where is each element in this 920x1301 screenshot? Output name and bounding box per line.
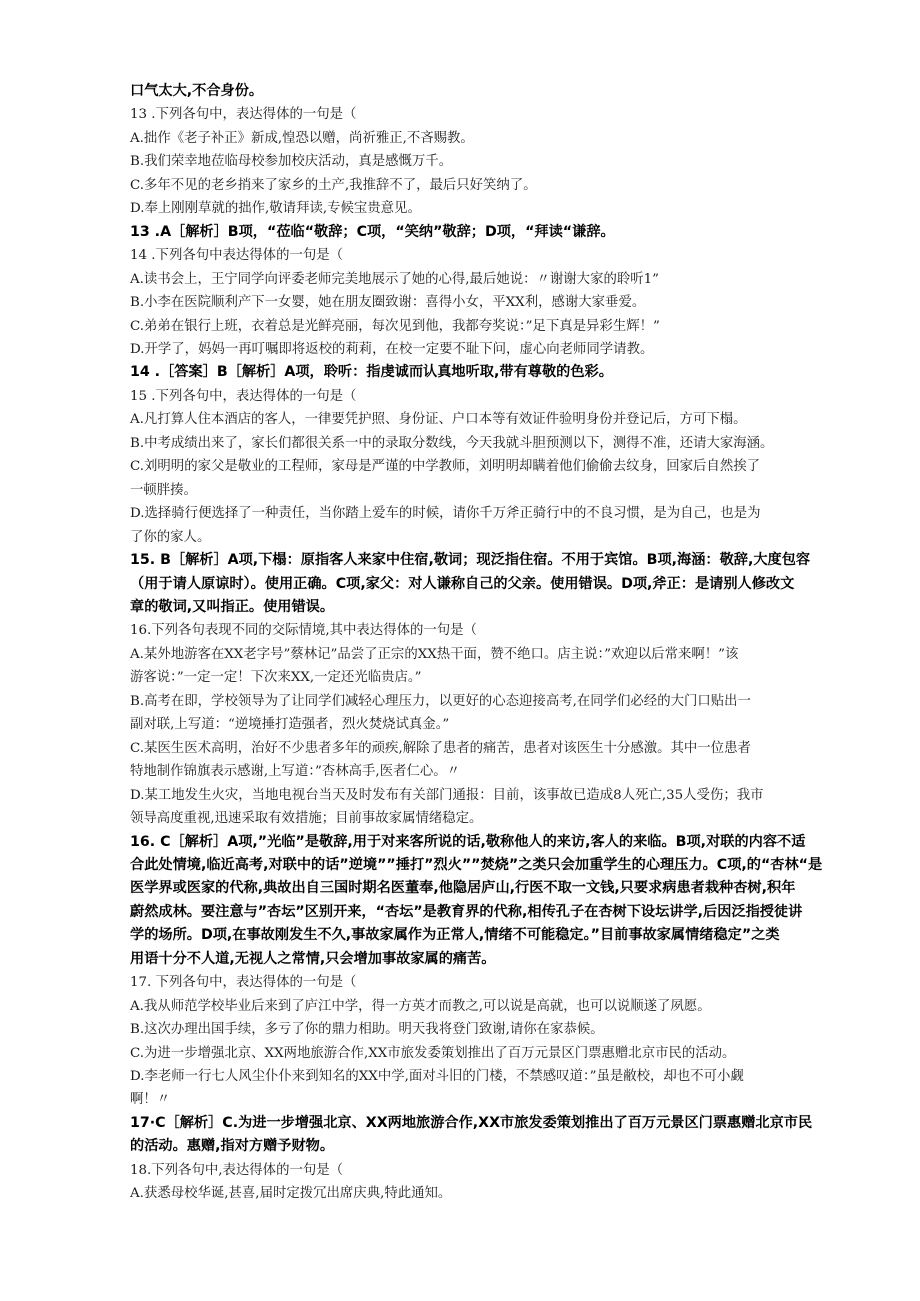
text-line: A.读书会上，王宁同学向评委老师完美地展示了她的心得,最后她说：〃谢谢大家的聆听1” <box>130 271 659 287</box>
text-line: 16.下列各句表现不同的交际情境,其中表达得体的一句是（ <box>130 623 477 639</box>
answer-explanation-line: 15. B［解析］A项,下榻：原指客人来家中住宿,敬词；现泛指住宿。不用于宾馆。B项,海涵：敬辞,大度包容 <box>130 552 811 569</box>
answer-explanation-line: 章的敬词,又叫指正。使用错误。 <box>130 598 335 615</box>
answer-explanation-line: 14 .［答案］B［解析］A项，聆听：指虔诚而认真地听取,带有尊敬的色彩。 <box>130 364 613 381</box>
document-page <box>130 80 860 1206</box>
text-line: D.开学了，妈妈一再叮嘱即将返校的莉莉，在校一定要不耻下问，虚心向老师同学请教。 <box>130 341 654 357</box>
text-line: C.某医生医术高明，治好不少患者多年的顽疾,解除了患者的痛苦，患者对该医生十分感激。其中一位患者 <box>130 740 751 756</box>
text-line: 副对联,上写道：“逆境捶打造强者，烈火焚烧试真金。” <box>130 717 450 733</box>
text-line: 特地制作锦旗表示感谢,上写道：”杏林高手,医者仁心。〃 <box>130 764 461 780</box>
text-line: 17. 下列各句中，表达得体的一句是（ <box>130 975 357 991</box>
text-line: B.高考在即，学校领导为了让同学们减轻心理压力，以更好的心态迎接高考,在同学们必经的大门口贴出一 <box>130 693 751 709</box>
text-line: C.多年不见的老乡捎来了家乡的土产,我推辞不了，最后只好笑纳了。 <box>130 177 537 193</box>
text-line: C.刘明明的家父是敬业的工程师，家母是严谨的中学教师，刘明明却瞒着他们偷偷去纹身，回家后自然挨了 <box>130 459 760 475</box>
answer-explanation-line: 口气太大,不合身份。 <box>130 83 264 99</box>
text-line: A.拙作《老子补正》新成,惶恐以赠，尚祈雅正,不吝赐教。 <box>130 130 474 146</box>
answer-explanation-line: 蔚然成林。要注意与”杏坛”区别开来，“杏坛”是教育界的代称,相传孔子在杏树下设坛讲学,后因泛指授徒讲 <box>130 903 803 920</box>
text-line: 了你的家人。 <box>130 529 211 545</box>
answer-explanation-line: 合此处情境,临近高考,对联中的话”逆境””捶打”烈火””焚烧”之类只会加重学生的心理压力。C项,的“杏林“是 <box>130 856 823 873</box>
text-line: A.某外地游客在XX老字号”蔡林记”品尝了正宗的XX热干面，赞不绝口。店主说：”欢迎以后常来啊！”该 <box>130 646 739 662</box>
answer-explanation-line: （用于请人原谅时）。使用正确。C项,家父：对人谦称自己的父亲。使用错误。D项,斧正：是请别人修改文 <box>130 575 795 592</box>
text-line: B.我们荣幸地莅临母校参加校庆活动，真是感慨万千。 <box>130 154 453 170</box>
text-line: A.获悉母校华诞,甚喜,届时定拨冗出席庆典,特此通知。 <box>130 1186 452 1202</box>
text-line: 一顿胖揍。 <box>130 482 197 498</box>
text-line: D.奉上刚刚草就的拙作,敬请拜读,专候宝贵意见。 <box>130 201 421 217</box>
text-line: A.凡打算人住本酒店的客人，一律要凭护照、身份证、户口本等有效证件验明身份并登记后，方可下榻。 <box>130 412 747 428</box>
text-line: B.中考成绩出来了，家长们都很关系一中的录取分数线，今天我就斗胆预测以下，测得不准，还请大家海涵。 <box>130 435 774 451</box>
text-line: D.李老师一行七人风尘仆仆来到知名的XX中学,面对斗旧的门楼，不禁感叹道：”虽是敝校，却也不可小觑 <box>130 1069 744 1085</box>
text-line: C.弟弟在银行上班，衣着总是光鲜亮丽，每次见到他，我都夸奖说：”足下真是异彩生辉！” <box>130 318 660 334</box>
answer-explanation-line: 17·C［解析］C.为进一步增强北京、XX两地旅游合作,XX市旅发委策划推出了百万元景区门票惠赠北京市民 <box>130 1114 813 1131</box>
text-line: A.我从师范学校毕业后来到了庐江中学，得一方英才而教之,可以说是高就，也可以说顺遂了夙愿。 <box>130 998 711 1014</box>
answer-explanation-line: 用语十分不人道,无视人之常情,只会增加事故家属的痛苦。 <box>130 950 496 967</box>
text-line: 13 .下列各句中，表达得体的一句是（ <box>130 107 357 123</box>
text-line: 14 .下列各句中表达得体的一句是（ <box>130 248 344 264</box>
text-line: 啊！〃 <box>130 1092 171 1108</box>
text-line: 游客说：”一定一定！下次来XX,一定还光临贵店。” <box>130 670 422 686</box>
answer-explanation-line: 医学界或医家的代称,典故出自三国时期名医董奉,他隐居庐山,行医不取一文钱,只要求病患者栽种杏树,积年 <box>130 880 796 897</box>
text-line: D.某工地发生火灾，当地电视台当天及时发布有关部门通报：目前，该事故已造成8人死亡,35人受伤；我市 <box>130 787 764 803</box>
text-line: 18.下列各句中,表达得体的一句是（ <box>130 1162 344 1178</box>
answer-explanation-line: 的活动。惠赠,指对方赠予财物。 <box>130 1138 335 1155</box>
text-line: B.这次办理出国手续，多亏了你的鼎力相助。明天我将登门致谢,请你在家恭候。 <box>130 1022 604 1038</box>
text-line: B.小李在医院顺利产下一女婴，她在朋友圈致谢：喜得小女，平XX利，感谢大家垂爱。 <box>130 295 646 311</box>
answer-explanation-line: 学的场所。D项,在事故刚发生不久,事故家属作为正常人,情绪不可能稳定。”目前事故家属情绪稳定”之类 <box>130 927 780 944</box>
text-line: 15 .下列各句中，表达得体的一句是（ <box>130 388 357 404</box>
answer-explanation-line: 16. C［解析］A项,”光临”是敬辞,用于对来客所说的话,敬称他人的来访,客人的来临。B项,对联的内容不适 <box>130 833 806 850</box>
text-line: 领导高度重视,迅速采取有效措施；目前事故家属情绪稳定。 <box>130 811 483 827</box>
text-line: C.为进一步增强北京、XX两地旅游合作,XX市旅发委策划推出了百万元景区门票惠赠北京市民的活动。 <box>130 1045 736 1061</box>
text-line: D.选择骑行便选择了一种责任，当你踏上爱车的时候，请你千万斧正骑行中的不良习惯，是为自己，也是为 <box>130 506 761 522</box>
answer-explanation-line: 13 .A［解析］B项，“莅临“敬辞；C项，“笑纳”敬辞；D项，“拜读“谦辞。 <box>130 223 615 240</box>
